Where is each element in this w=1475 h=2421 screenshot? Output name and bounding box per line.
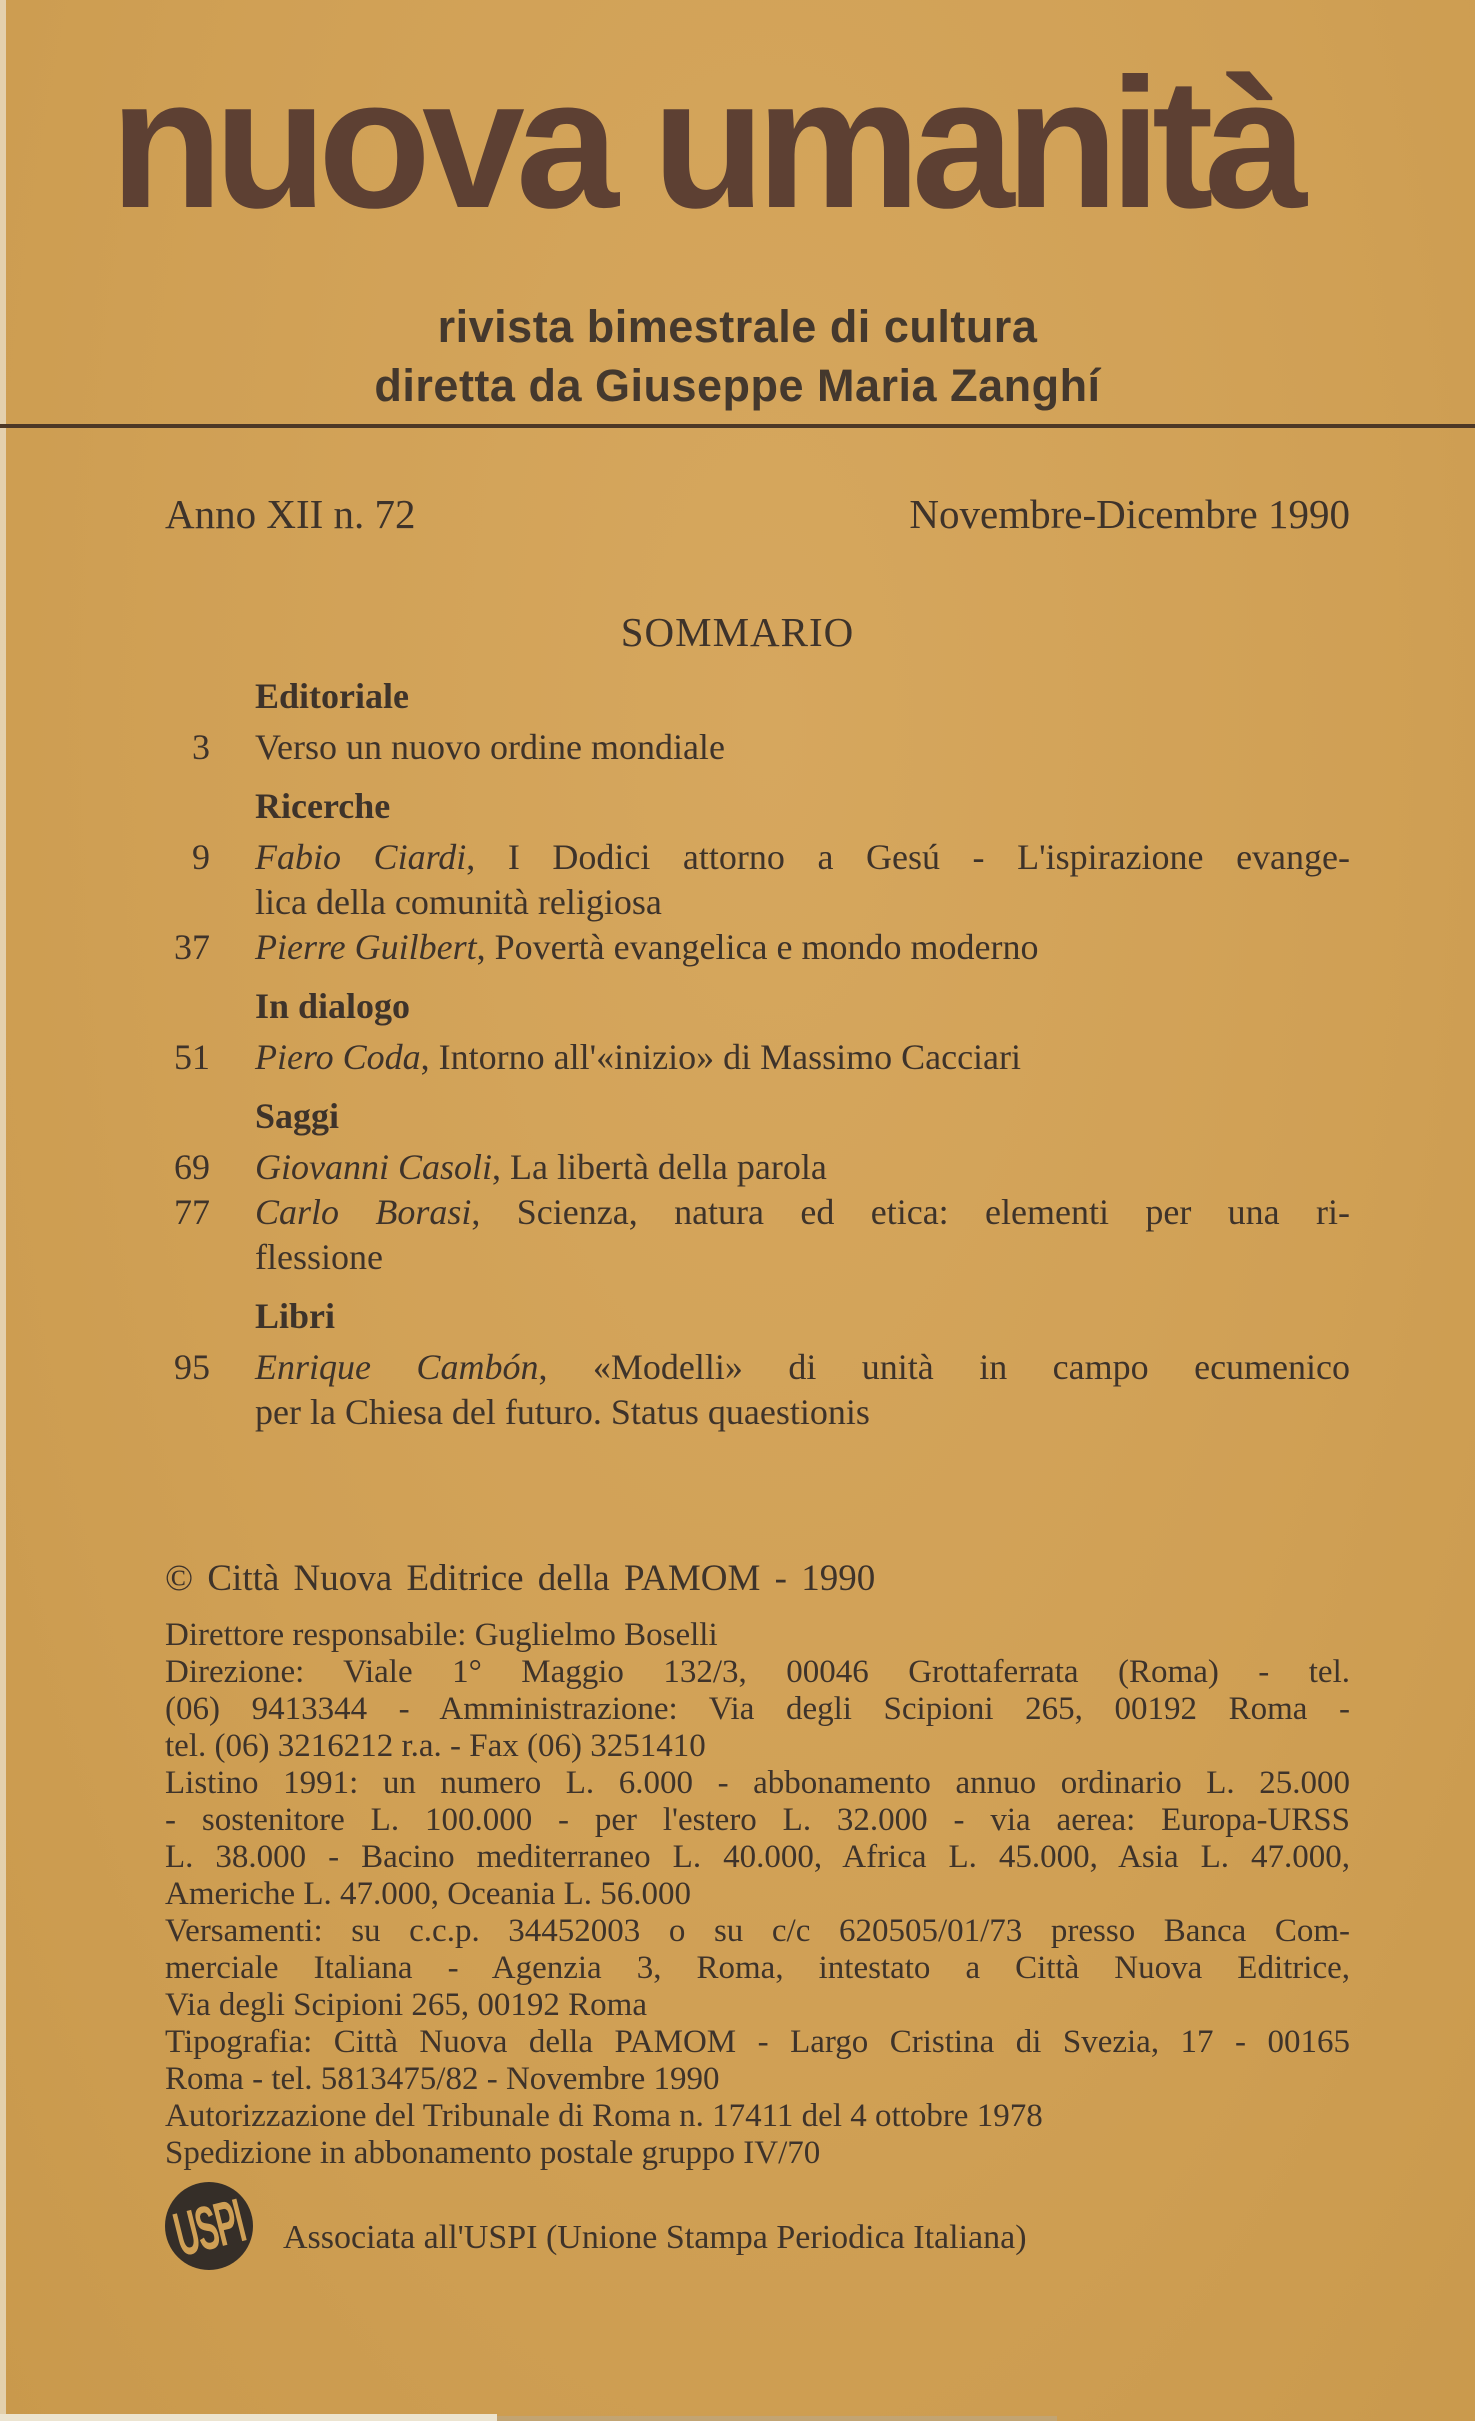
toc-entry-title: Giovanni Casoli, La libertà della parola [255,1147,827,1187]
toc-entry [160,1035,1350,1080]
magazine-title: nuova umanità [110,41,1299,247]
toc-page-number: 69 [174,1147,210,1187]
toc-entry-title: Pierre Guilbert, Povertà evangelica e mondo moderno [255,927,1039,967]
toc-page-number: 51 [174,1037,210,1077]
toc-entry-continuation: flessione [255,1237,383,1277]
toc-page-number: 95 [174,1347,210,1387]
toc-entry-title: Enrique Cambón, «Modelli» di unità in campo ecumenico [255,1347,1351,1387]
issue-date: Novembre-Dicembre 1990 [909,491,1350,537]
colophon-line: Roma - tel. 5813475/82 - Novembre 1990 [165,2061,720,2097]
colophon-line: tel. (06) 3216212 r.a. - Fax (06) 3251410 [165,1728,706,1764]
uspi-association-label: Associata all'USPI (Unione Stampa Periodica Italiana) [283,2219,1027,2256]
toc-section-libri: Libri [255,1296,336,1336]
magazine-subtitle [0,297,1475,415]
toc-entry-author: Carlo Borasi [255,1192,472,1232]
toc-entry-author: Giovanni Casoli [255,1147,493,1187]
toc-entry-author: Fabio Ciardi [255,837,467,877]
toc-page-number: 37 [174,927,210,967]
toc-page-number: 3 [192,727,210,767]
issue-volume-number: Anno XII n. 72 [165,491,416,537]
subtitle-line-1: rivista bimestrale di cultura [437,301,1038,352]
toc-section-in-dialogo: In dialogo [255,986,411,1026]
toc-entry [160,725,1350,770]
colophon-line: Listino 1991: un numero L. 6.000 - abbonamento annuo ordinario L. 25.000 [165,1765,1350,1801]
colophon-line: Via degli Scipioni 265, 00192 Roma [165,1987,647,2023]
subtitle-line-2: diretta da Giuseppe Maria Zanghí [374,360,1101,411]
header-divider [0,424,1475,428]
colophon-line: - sostenitore L. 100.000 - per l'estero L. 32.000 - via aerea: Europa-URSS [165,1802,1350,1838]
toc-entry [160,835,1350,880]
colophon-line: Versamenti: su c.c.p. 34452003 o su c/c 620505/01/73 presso Banca Com- [165,1913,1350,1949]
svg-text:USPI: USPI [167,2186,251,2270]
colophon [165,1560,1350,2172]
colophon-line: Autorizzazione del Tribunale di Roma n. 17411 del 4 ottobre 1978 [165,2098,1043,2134]
toc-entry [160,1145,1350,1190]
toc-heading: SOMMARIO [620,609,855,655]
colophon-line: Americhe L. 47.000, Oceania L. 56.000 [165,1876,692,1912]
colophon-line: Spedizione in abbonamento postale gruppo IV/70 [165,2135,821,2171]
colophon-line: Direzione: Viale 1° Maggio 132/3, 00046 Grottaferrata (Roma) - tel. [165,1654,1350,1690]
toc-entry-title: Carlo Borasi, Scienza, natura ed etica: elementi per una ri- [255,1192,1350,1232]
colophon-line: merciale Italiana - Agenzia 3, Roma, intestato a Città Nuova Editrice, [165,1950,1350,1986]
toc-entry-author: Piero Coda [255,1037,421,1077]
toc-entry [160,1345,1350,1390]
colophon-line: Direttore responsabile: Guglielmo Boselli [165,1617,718,1653]
colophon-line: Tipografia: Città Nuova della PAMOM - Largo Cristina di Svezia, 17 - 00165 [165,2024,1350,2060]
toc-entry-continuation: lica della comunità religiosa [255,882,662,922]
colophon-line: L. 38.000 - Bacino mediterraneo L. 40.000, Africa L. 45.000, Asia L. 47.000, [165,1839,1350,1875]
scan-edge-bottom-shadow [497,2416,1057,2421]
table-of-contents [160,674,1350,1435]
issue-row [165,490,1350,538]
toc-page-number: 9 [192,837,210,877]
toc-entry-title: Verso un nuovo ordine mondiale [255,727,725,767]
toc-entry-title: Fabio Ciardi, I Dodici attorno a Gesú - L'ispirazione evange- [255,837,1350,877]
colophon-line: (06) 9413344 - Amministrazione: Via degli Scipioni 265, 00192 Roma - [165,1691,1350,1727]
copyright-line: © Città Nuova Editrice della PAMOM - 1990 [165,1558,876,1599]
toc-entry-continuation: per la Chiesa del futuro. Status quaestionis [255,1392,870,1432]
toc-entry-author: Pierre Guilbert [255,927,477,967]
toc-section-ricerche: Ricerche [255,786,391,826]
toc-entry [160,1190,1350,1235]
toc-entry-author: Enrique Cambón [255,1347,539,1387]
toc-section-editoriale: Editoriale [255,676,409,716]
toc-page-number: 77 [174,1192,210,1232]
toc-entry [160,925,1350,970]
toc-section-saggi: Saggi [255,1096,340,1136]
uspi-logo-icon [163,2180,255,2272]
toc-entry-title: Piero Coda, Intorno all'«inizio» di Massimo Cacciari [255,1037,1022,1077]
uspi-association-row [163,2180,1353,2272]
scan-edge-bottom [0,2414,497,2421]
